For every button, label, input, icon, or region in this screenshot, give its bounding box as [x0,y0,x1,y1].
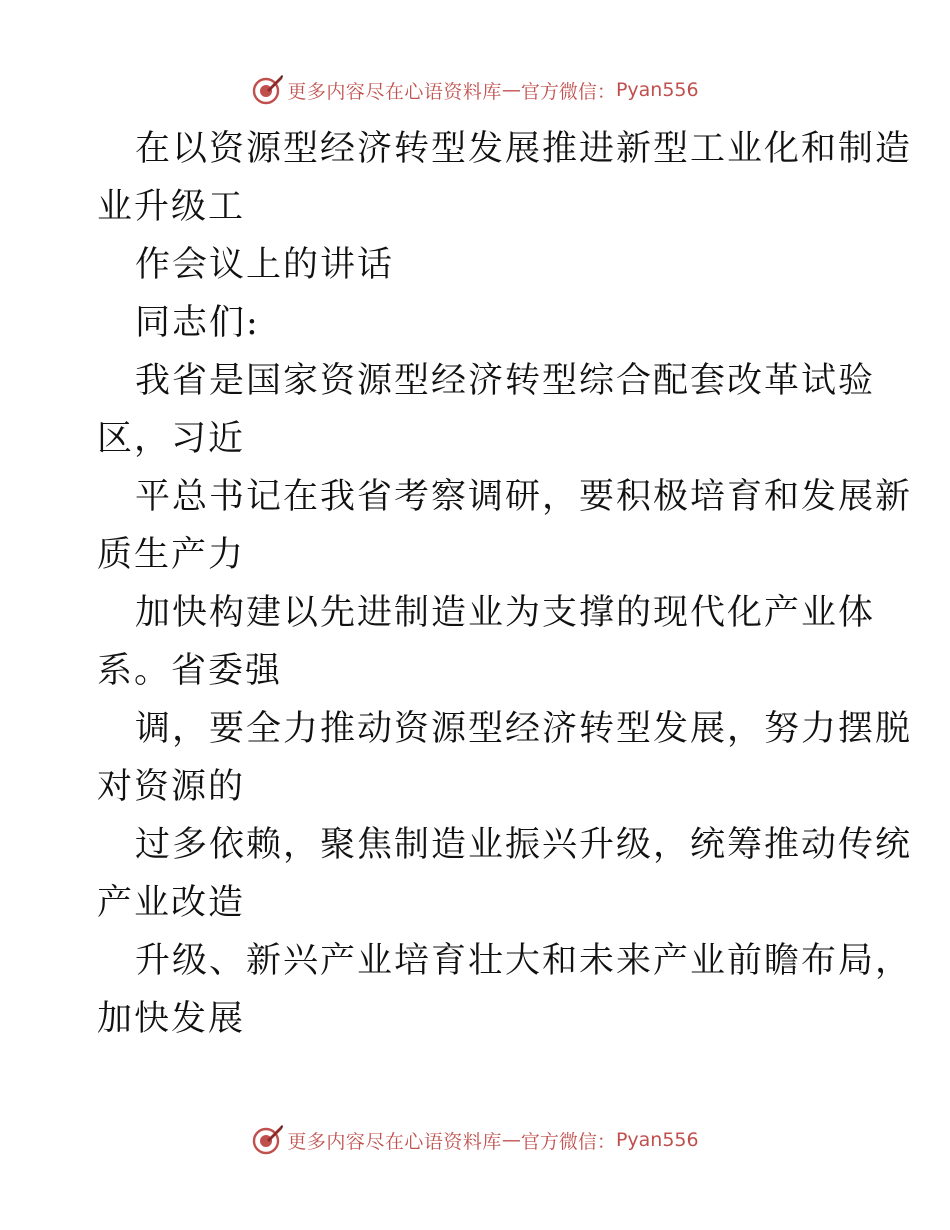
text-line: 过多依赖，聚焦制造业振兴升级，统筹推动传统 [135,825,913,865]
watermark-site-name: 更多内容尽在心语资料库 [287,80,502,103]
text-line: 产业改造 [97,883,246,923]
document-body [97,120,913,1048]
text-line: 在以资源型经济转型发展推进新型工业化和制造 [135,129,913,169]
watermark-id: Pyan556 [615,1129,699,1151]
text-line: 升级、新兴产业培育壮大和未来产业前瞻布局， [135,941,913,981]
footer-watermark [0,1120,950,1160]
watermark-label: 官方微信： [520,1130,616,1153]
text-line: 加快发展 [97,999,246,1039]
text-line: 我省是国家资源型经济转型综合配套改革试验 [135,361,876,401]
watermark-dash: — [501,1129,521,1151]
text-line: 区，习近 [97,419,246,459]
text-line: 作会议上的讲话 [135,245,395,285]
watermark-site-name: 更多内容尽在心语资料库 [287,1130,502,1153]
text-line: 系。省委强 [97,651,283,691]
text-line: 业升级工 [97,187,246,227]
watermark-dash: — [501,79,521,101]
watermark-label: 官方微信： [520,80,616,103]
text-line: 调，要全力推动资源型经济转型发展，努力摆脱 [135,709,913,749]
watermark-id: Pyan556 [615,79,699,101]
text-line: 加快构建以先进制造业为支撑的现代化产业体 [135,593,876,633]
pen-seal-icon [251,74,283,106]
pen-seal-icon [251,1124,283,1156]
text-line: 同志们: [135,303,260,343]
text-line: 对资源的 [97,767,246,807]
text-line: 质生产力 [97,535,246,575]
text-line: 平总书记在我省考察调研，要积极培育和发展新 [135,477,913,517]
header-watermark [0,70,950,110]
